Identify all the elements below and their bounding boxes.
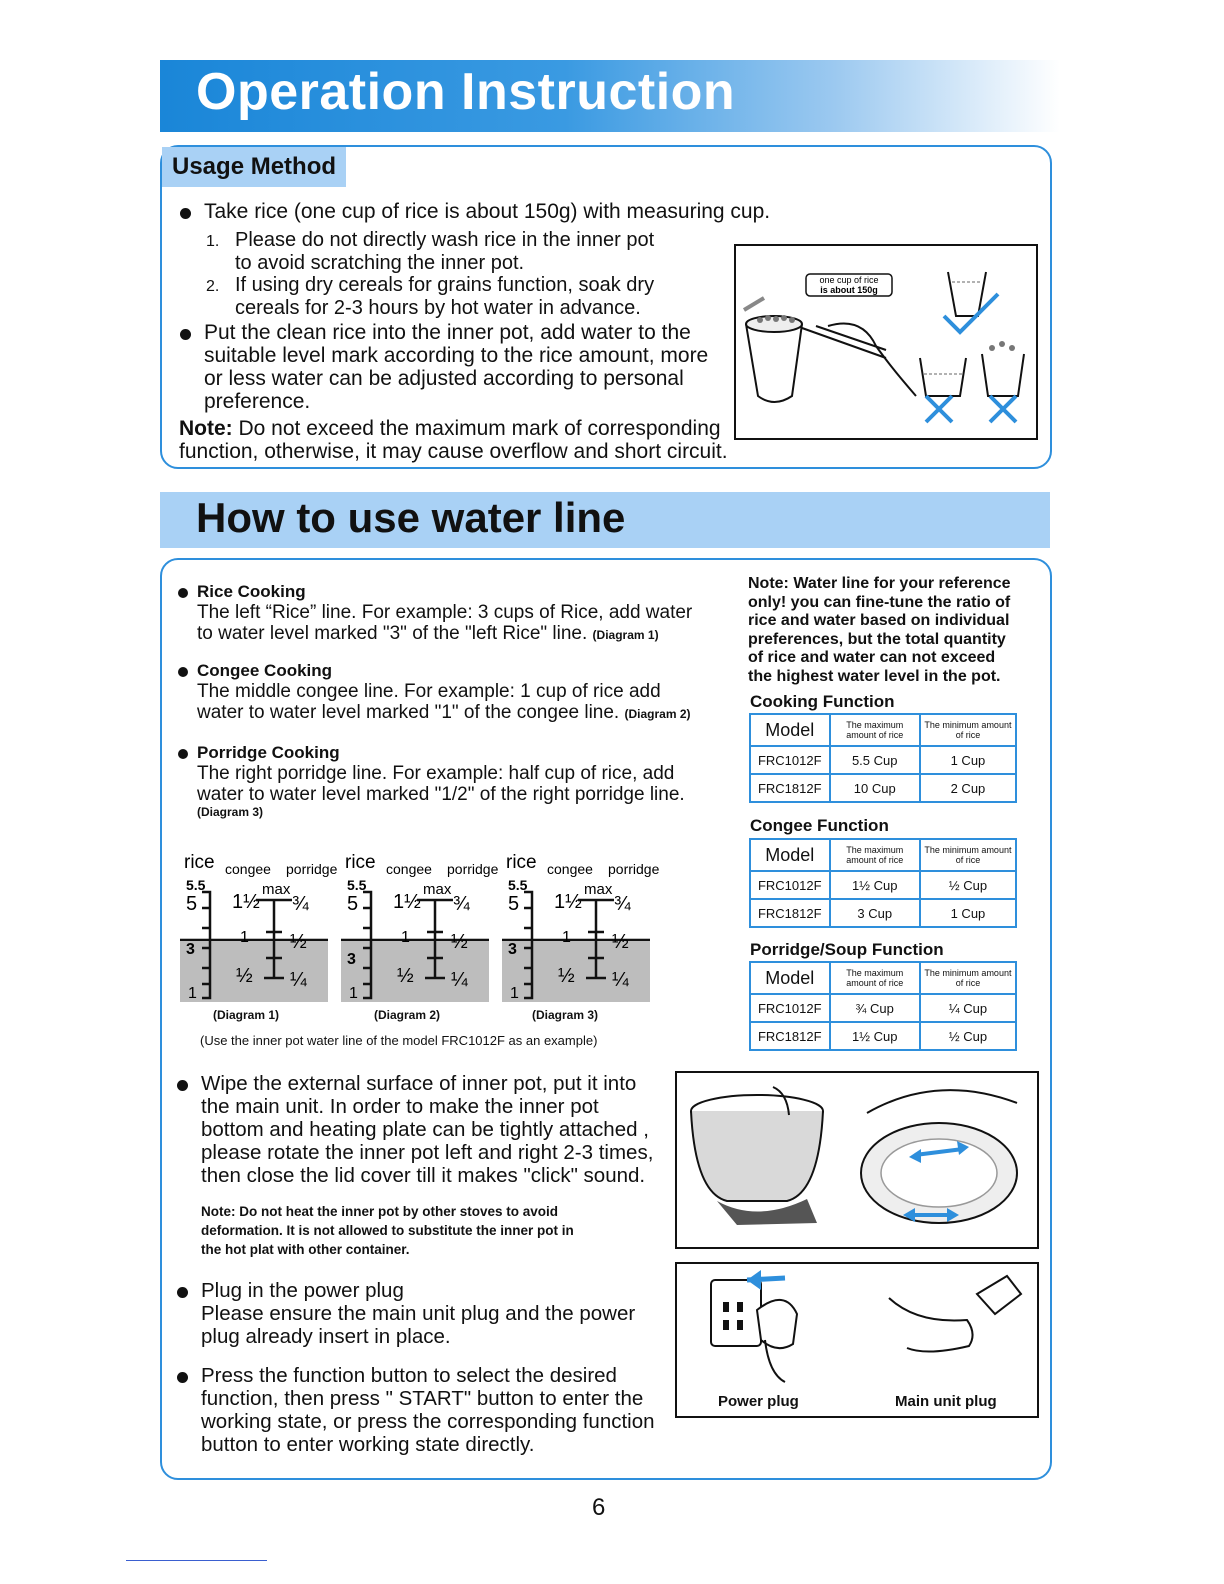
svg-text:¼: ¼ [451, 969, 468, 991]
svg-text:½: ½ [290, 931, 307, 953]
svg-text:5: 5 [347, 893, 359, 915]
bullet-dot [177, 1287, 188, 1298]
bullet-dot [178, 667, 188, 677]
bullet-dot [178, 588, 188, 598]
svg-text:½: ½ [236, 965, 253, 987]
svg-text:½: ½ [612, 931, 629, 953]
svg-text:½: ½ [451, 931, 468, 953]
page-number: 6 [592, 1494, 606, 1521]
diagram-caption-3: (Diagram 3) [532, 1008, 599, 1022]
svg-text:1: 1 [562, 929, 571, 946]
table-row: FRC1812F 3 Cup 1 Cup [750, 899, 1016, 927]
cup-callout-line1: one cup of rice [819, 275, 879, 285]
porridge-cooking: Porridge Cooking The right porridge line. For example: half cup of rice, add water to water level marked "1/2" of the right porridge line. (Diagram 3) [197, 743, 685, 819]
svg-text:1½: 1½ [554, 891, 582, 913]
congee-function-title: Congee Function [750, 816, 889, 835]
reference-note: Note: Water line for your reference only! you can fine-tune the ratio of rice and water based on individual preferences, but the total quantity of rice and water can not exceed the highest water level in the pot. [748, 575, 1011, 685]
table-header-row: Model The maximum amount of rice The minimum amount of rice [750, 839, 1016, 871]
svg-text:¾: ¾ [614, 893, 631, 915]
porridge-function-table [749, 961, 1017, 1051]
porridge-function-title: Porridge/Soup Function [750, 940, 944, 959]
rice-cooking: Rice Cooking The left “Rice” line. For example: 3 cups of Rice, add water to water level marked "3" of the "left Rice" line. (Diagram 1) [197, 582, 692, 646]
svg-text:5.5: 5.5 [347, 877, 367, 893]
svg-text:¼: ¼ [612, 969, 629, 991]
main-unit-plug-label: Main unit plug [895, 1393, 997, 1410]
svg-text:5: 5 [186, 893, 198, 915]
press-step: Press the function button to select the desired function, then press " START" button to enter the working state, or press the corresponding function button to enter working state directly. [201, 1364, 655, 1456]
bullet-dot [180, 329, 191, 340]
water-diagram-2 [341, 848, 511, 1013]
usage-tab: Usage Method [162, 147, 346, 187]
cooking-function-title: Cooking Function [750, 692, 895, 711]
usage-note: Note: Do not exceed the maximum mark of corresponding function, otherwise, it may cause overflow and short circuit. [179, 417, 728, 463]
congee-function-table [749, 838, 1017, 928]
cross-icon [990, 396, 1016, 422]
svg-text:1: 1 [188, 985, 197, 1002]
usage-bullet-2: Put the clean rice into the inner pot, add water to the suitable level mark according to the rice amount, more or less water can be adjusted according to personal preference. [204, 321, 708, 413]
cross-icon [926, 396, 952, 422]
svg-text:1½: 1½ [232, 891, 260, 913]
svg-text:rice: rice [345, 852, 376, 873]
cup-drawing [736, 246, 1036, 438]
diagram-caption-2: (Diagram 2) [374, 1008, 441, 1022]
svg-text:½: ½ [397, 965, 414, 987]
usage-sub-2-text: If using dry cereals for grains function, soak dry cereals for 2-3 hours by hot water in advance. [235, 274, 655, 319]
svg-text:1: 1 [240, 929, 249, 946]
svg-text:max: max [584, 881, 613, 898]
table-row: FRC1812F 1½ Cup ½ Cup [750, 1022, 1016, 1050]
svg-text:¾: ¾ [453, 893, 470, 915]
diagram-caption-1: (Diagram 1) [213, 1008, 280, 1022]
page-title: Operation Instruction [196, 63, 736, 121]
table-row: FRC1012F 5.5 Cup 1 Cup [750, 746, 1016, 774]
svg-text:3: 3 [186, 941, 195, 958]
svg-text:3: 3 [347, 951, 356, 968]
waterline-band [160, 492, 1050, 548]
inner-pot-illustration [675, 1071, 1039, 1249]
table-row: FRC1012F ¾ Cup ¼ Cup [750, 994, 1016, 1022]
svg-text:5.5: 5.5 [508, 877, 528, 893]
usage-sub-1: 1. [206, 233, 220, 250]
svg-text:¾: ¾ [292, 893, 309, 915]
svg-text:congee: congee [547, 861, 593, 877]
wipe-note: Note: Do not heat the inner pot by other stoves to avoid deformation. It is not allowed to substitute the inner pot in the hot plat with other container. [201, 1204, 574, 1257]
cooking-function-table [749, 713, 1017, 803]
power-socket-icon [711, 1280, 761, 1346]
bullet-dot [180, 208, 191, 219]
table-header-row: Model The maximum amount of rice The minimum amount of rice [750, 714, 1016, 746]
power-plug-label: Power plug [718, 1393, 799, 1410]
measuring-cup-illustration [734, 244, 1038, 440]
svg-text:congee: congee [225, 861, 271, 877]
plug-step: Plug in the power plug Please ensure the main unit plug and the power plug already insert in place. [201, 1279, 635, 1348]
svg-text:congee: congee [386, 861, 432, 877]
bullet-dot [177, 1372, 188, 1383]
congee-cooking: Congee Cooking The middle congee line. For example: 1 cup of rice add water to water level marked "1" of the congee line. (Diagram 2) [197, 661, 691, 725]
svg-text:1: 1 [510, 985, 519, 1002]
water-diagram-1 [180, 848, 350, 1013]
plug-illustration [675, 1262, 1039, 1418]
svg-text:rice: rice [506, 852, 537, 873]
title-band [160, 60, 1060, 132]
svg-text:porridge: porridge [608, 861, 660, 877]
svg-text:½: ½ [558, 965, 575, 987]
bullet-dot [178, 749, 188, 759]
svg-text:porridge: porridge [286, 861, 338, 877]
table-header-row: Model The maximum amount of rice The minimum amount of rice [750, 962, 1016, 994]
svg-text:max: max [262, 881, 291, 898]
table-row: FRC1012F 1½ Cup ½ Cup [750, 871, 1016, 899]
svg-text:max: max [423, 881, 452, 898]
usage-sub-1-text: Please do not directly wash rice in the inner pot to avoid scratching the inner pot. [235, 229, 655, 274]
svg-text:3: 3 [508, 941, 517, 958]
usage-bullet-1: Take rice (one cup of rice is about 150g) with measuring cup. [204, 200, 770, 223]
usage-sub-2: 2. [206, 278, 220, 295]
footer-rule [126, 1560, 267, 1561]
bullet-dot [177, 1080, 188, 1091]
svg-text:5: 5 [508, 893, 520, 915]
wipe-step: Wipe the external surface of inner pot, put it into the main unit. In order to make the inner pot bottom and heating plate can be tightly attached , please rotate the inner pot left and right 2-3 times, then close the lid cover till it makes "click" sound. [201, 1072, 653, 1187]
main-unit-plug-icon [977, 1276, 1021, 1314]
waterline-title: How to use water line [196, 494, 626, 541]
cup-callout-line2: is about 150g [820, 285, 878, 295]
svg-text:porridge: porridge [447, 861, 499, 877]
svg-text:1½: 1½ [393, 891, 421, 913]
water-diagram-3 [502, 848, 672, 1013]
table-row: FRC1812F 10 Cup 2 Cup [750, 774, 1016, 802]
svg-text:5.5: 5.5 [186, 877, 206, 893]
svg-text:rice: rice [184, 852, 215, 873]
svg-text:¼: ¼ [290, 969, 307, 991]
svg-text:1: 1 [401, 929, 410, 946]
svg-text:1: 1 [349, 985, 358, 1002]
diagram-footnote: (Use the inner pot water line of the model FRC1012F as an example) [200, 1033, 598, 1048]
